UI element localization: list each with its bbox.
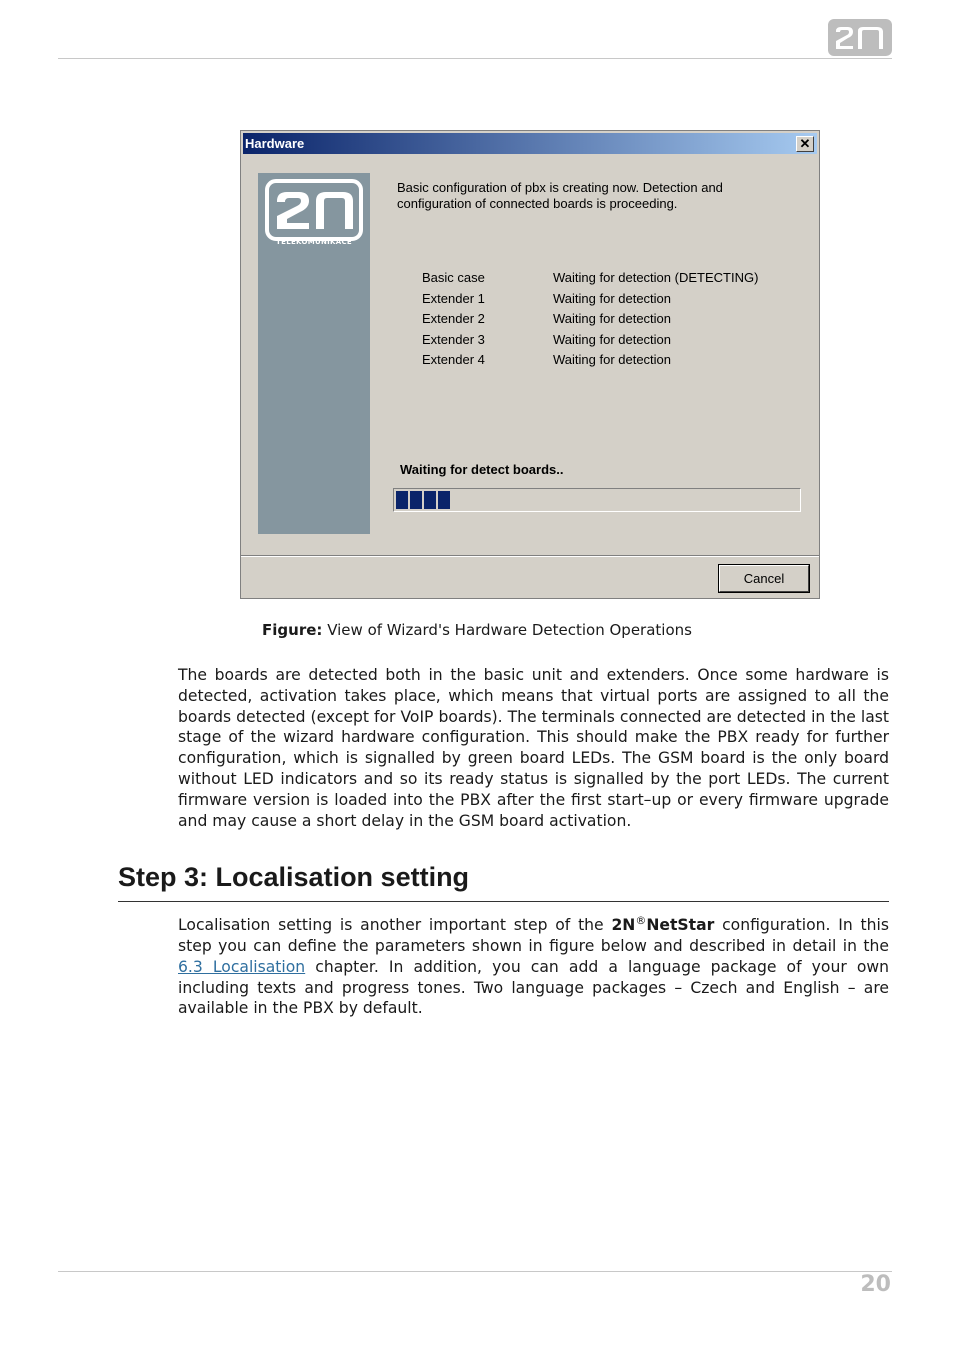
page-number: 20 [860, 1272, 891, 1297]
hardware-dialog [240, 130, 820, 599]
text-run: Localisation setting is another important step of the [178, 916, 612, 935]
board-status: Waiting for detection [553, 331, 672, 347]
board-name: Basic case [422, 270, 485, 285]
hardware-list [422, 270, 782, 373]
board-status: Waiting for detection (DETECTING) [553, 270, 759, 285]
close-button[interactable]: ✕ [796, 136, 814, 152]
section-heading: Step 3: Localisation setting [118, 862, 470, 892]
progress-fill [396, 491, 450, 509]
product-name: NetStar [646, 916, 715, 935]
detection-status-text: Waiting for detect boards.. [400, 462, 564, 477]
board-name: Extender 2 [422, 311, 485, 326]
2n-telekomunikace-logo-icon [265, 179, 363, 245]
detection-progress-bar [393, 488, 801, 512]
text-run: chapter. In addition, you can add a language package of your own including texts and progress tones. Two language packages – Czech and English – are available in the PBX by default. [178, 957, 889, 1018]
board-name: Extender 1 [422, 290, 485, 306]
caption-text: View of Wizard's Hardware Detection Operations [327, 621, 692, 639]
board-name: Extender 3 [422, 331, 485, 347]
header-divider [58, 58, 892, 59]
body-paragraph: The boards are detected both in the basic unit and extenders. Once some hardware is detected, activation takes place, which means that virtual ports are assigned to all the boards detected (except for VoIP boards). The terminals connected are detected in the last stage of the wizard hardware configuration. This should make the PBX ready for further configuration, which is signalled by green board LEDs. The GSM board is the only board without LED indicators and so its ready status is signalled by the port LEDs. The current firmware version is loaded into the PBX after the first start–up or every firmware upgrade and may cause a short delay in the GSM board activation. [178, 666, 889, 830]
list-item [422, 352, 782, 373]
caption-label: Figure: [262, 621, 323, 639]
dialog-intro-text: Basic configuration of pbx is creating now. Detection and configuration of connected boards is proceeding. [397, 180, 723, 211]
figure-caption [0, 621, 954, 639]
cancel-button[interactable]: Cancel [719, 565, 809, 592]
2n-logo-icon [828, 19, 892, 56]
logo-caption: TELEKOMUNIKACE [276, 238, 352, 246]
progress-block [396, 491, 408, 509]
board-name: Extender 4 [422, 352, 485, 367]
text-run: configuration. In this step you can define the parameters shown in figure below and described in detail in the [178, 916, 890, 955]
list-item [422, 332, 782, 353]
registered-mark: ® [635, 914, 647, 927]
list-item [422, 291, 782, 312]
localisation-chapter-link[interactable]: 6.3 Localisation [178, 957, 306, 976]
dialog-titlebar [243, 133, 817, 154]
list-item [422, 311, 782, 332]
wizard-side-panel [258, 173, 370, 534]
progress-block [438, 491, 450, 509]
progress-block [424, 491, 436, 509]
board-status: Waiting for detection [553, 290, 672, 306]
board-status: Waiting for detection [553, 352, 672, 367]
brand-name: 2N [611, 916, 636, 935]
list-item [422, 270, 782, 291]
footer-divider [58, 1271, 892, 1272]
section-paragraph [178, 911, 889, 1019]
board-status: Waiting for detection [553, 311, 672, 326]
dialog-separator-highlight [241, 556, 819, 557]
dialog-title: Hardware [245, 136, 305, 151]
progress-block [410, 491, 422, 509]
heading-underline [118, 901, 889, 902]
